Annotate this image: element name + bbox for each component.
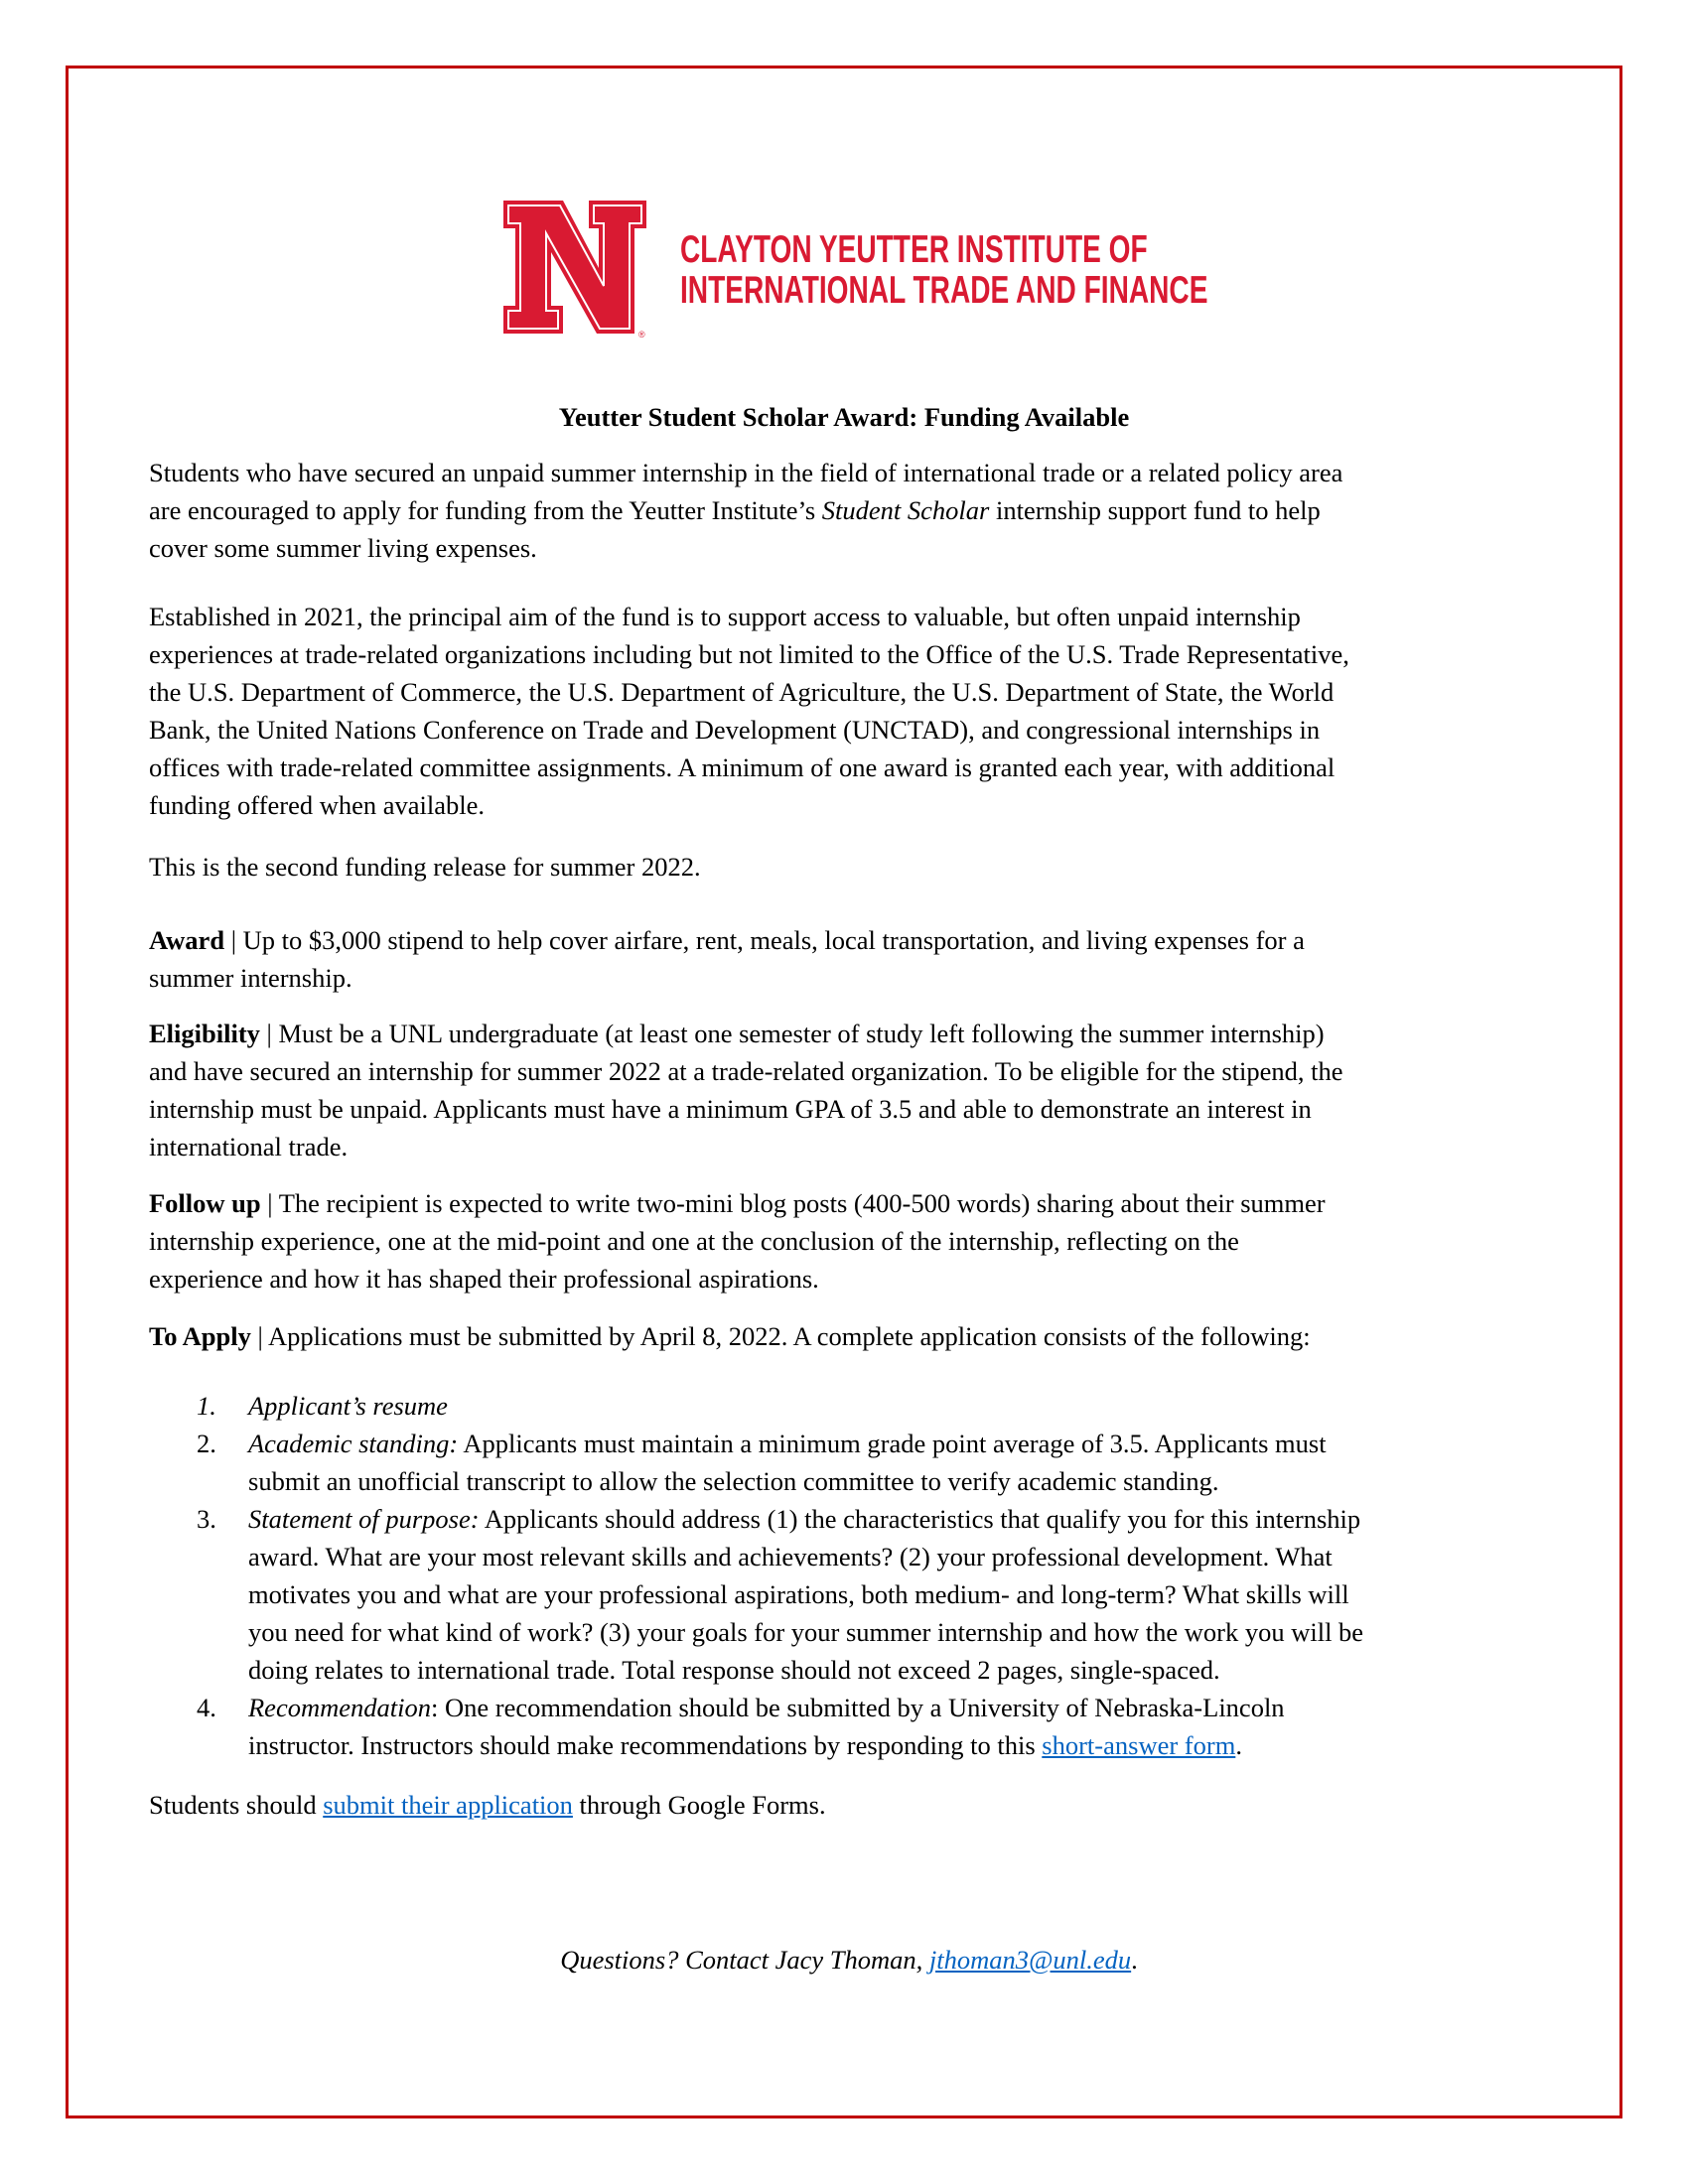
intro-line	[149, 497, 1321, 524]
follow-up-line: internship experience, one at the mid-point and one at the conclusion of the internship, reflecting on the	[149, 1226, 1239, 1256]
eligibility-line	[149, 1021, 1325, 1047]
established-line: Bank, the United Nations Conference on Trade and Development (UNCTAD), and congressional internships in	[149, 715, 1321, 745]
separator: |	[224, 925, 243, 955]
established-line: the U.S. Department of Commerce, the U.S. Department of Agriculture, the U.S. Department of State, the World	[149, 677, 1335, 707]
list-item-text: : One recommendation should be submitted by a University of Nebraska-Lincoln	[430, 1693, 1285, 1722]
short-answer-form-link[interactable]: short-answer form	[1042, 1730, 1236, 1760]
to-apply-text: Applications must be submitted by April 8, 2022. A complete application consists of the following:	[267, 1321, 1311, 1351]
award-line	[149, 927, 1305, 954]
award-label: Award	[149, 925, 225, 955]
list-item-line: you need for what kind of work? (3) your goals for your summer internship and how the work you will be	[248, 1617, 1364, 1647]
list-item-title: Recommendation	[248, 1693, 431, 1722]
follow-up-line: experience and how it has shaped their professional aspirations.	[149, 1264, 819, 1294]
list-item-title: Academic standing:	[248, 1429, 459, 1458]
separator: |	[259, 1019, 279, 1048]
to-apply-label: To Apply	[149, 1321, 251, 1351]
established-line: Established in 2021, the principal aim of the fund is to support access to valuable, but often unpaid internship	[149, 602, 1301, 631]
eligibility-label: Eligibility	[149, 1019, 260, 1048]
contact-text: Questions? Contact Jacy Thoman,	[560, 1945, 929, 1975]
list-item-text: instructor. Instructors should make recommendations by responding to this	[248, 1730, 1043, 1760]
submit-application-link[interactable]: submit their application	[323, 1790, 573, 1820]
established-line: funding offered when available.	[149, 790, 485, 820]
page-title: Yeutter Student Scholar Award: Funding Available	[558, 402, 1130, 432]
list-item-line: motivates you and what are your professional aspirations, both medium- and long-term? What skills will	[248, 1579, 1349, 1609]
list-item-line: submit an unofficial transcript to allow the selection committee to verify academic standing.	[248, 1466, 1219, 1496]
list-item-line	[248, 1732, 1242, 1759]
award-line: summer internship.	[149, 963, 352, 993]
submit-line	[149, 1792, 826, 1819]
separator: |	[250, 1321, 268, 1351]
list-number: 3.	[197, 1504, 216, 1534]
nebraska-n-logo-icon	[501, 199, 650, 338]
list-item-text: Applicants should address (1) the characteristics that qualify you for this internship	[479, 1504, 1361, 1534]
list-number: 2.	[197, 1429, 216, 1458]
follow-up-text: The recipient is expected to write two-mini blog posts (400-500 words) sharing about their summer	[278, 1188, 1326, 1218]
list-item-line: award. What are your most relevant skills and achievements? (2) your professional development. What	[248, 1542, 1333, 1571]
registered-mark: ®	[638, 330, 645, 338]
follow-up-line	[149, 1190, 1326, 1217]
submit-text: through Google Forms.	[572, 1790, 826, 1820]
to-apply-line	[149, 1323, 1311, 1350]
established-line: experiences at trade-related organizations including but not limited to the Office of the U.S. Trade Representative,	[149, 639, 1349, 669]
release-note: This is the second funding release for summer 2022.	[149, 852, 701, 882]
fund-name: Student Scholar	[821, 495, 990, 525]
institute-name-line1: CLAYTON YEUTTER INSTITUTE OF	[680, 228, 1148, 271]
intro-line: cover some summer living expenses.	[149, 533, 537, 563]
eligibility-line: international trade.	[149, 1132, 349, 1161]
list-item-line	[248, 1431, 1327, 1457]
contact-email-link[interactable]: jthoman3@unl.edu	[928, 1945, 1132, 1975]
list-item-line	[248, 1695, 1285, 1721]
award-text: Up to $3,000 stipend to help cover airfare, rent, meals, local transportation, and living expenses for a	[242, 925, 1305, 955]
separator: |	[260, 1188, 279, 1218]
intro-text: are encouraged to apply for funding from the Yeutter Institute’s	[149, 495, 822, 525]
list-number: 1.	[197, 1391, 216, 1421]
intro-text: internship support fund to help	[989, 495, 1321, 525]
institute-name-line2: INTERNATIONAL TRADE AND FINANCE	[680, 269, 1208, 312]
eligibility-text: Must be a UNL undergraduate (at least one semester of study left following the summer internship)	[278, 1019, 1325, 1048]
list-item-title: Applicant’s resume	[248, 1391, 448, 1421]
follow-up-label: Follow up	[149, 1188, 261, 1218]
list-item-text: Applicants must maintain a minimum grade point average of 3.5. Applicants must	[458, 1429, 1327, 1458]
punctuation: .	[1235, 1730, 1242, 1760]
intro-line: Students who have secured an unpaid summer internship in the field of international trade or a related policy area	[149, 458, 1343, 487]
submit-text: Students should	[149, 1790, 324, 1820]
contact-line	[149, 1947, 1549, 1974]
list-item-title: Statement of purpose:	[248, 1504, 480, 1534]
list-item-line: doing relates to international trade. Total response should not exceed 2 pages, single-spaced.	[248, 1655, 1220, 1685]
institute-name	[680, 229, 1207, 311]
punctuation: .	[1131, 1945, 1138, 1975]
established-line: offices with trade-related committee assignments. A minimum of one award is granted each year, with additional	[149, 752, 1336, 782]
eligibility-line: and have secured an internship for summer 2022 at a trade-related organization. To be eligible for the stipend, the	[149, 1056, 1343, 1086]
list-item-line	[248, 1506, 1360, 1533]
list-number: 4.	[197, 1693, 216, 1722]
eligibility-line: internship must be unpaid. Applicants must have a minimum GPA of 3.5 and able to demonstrate an interest in	[149, 1094, 1312, 1124]
institute-logo	[501, 199, 1208, 347]
